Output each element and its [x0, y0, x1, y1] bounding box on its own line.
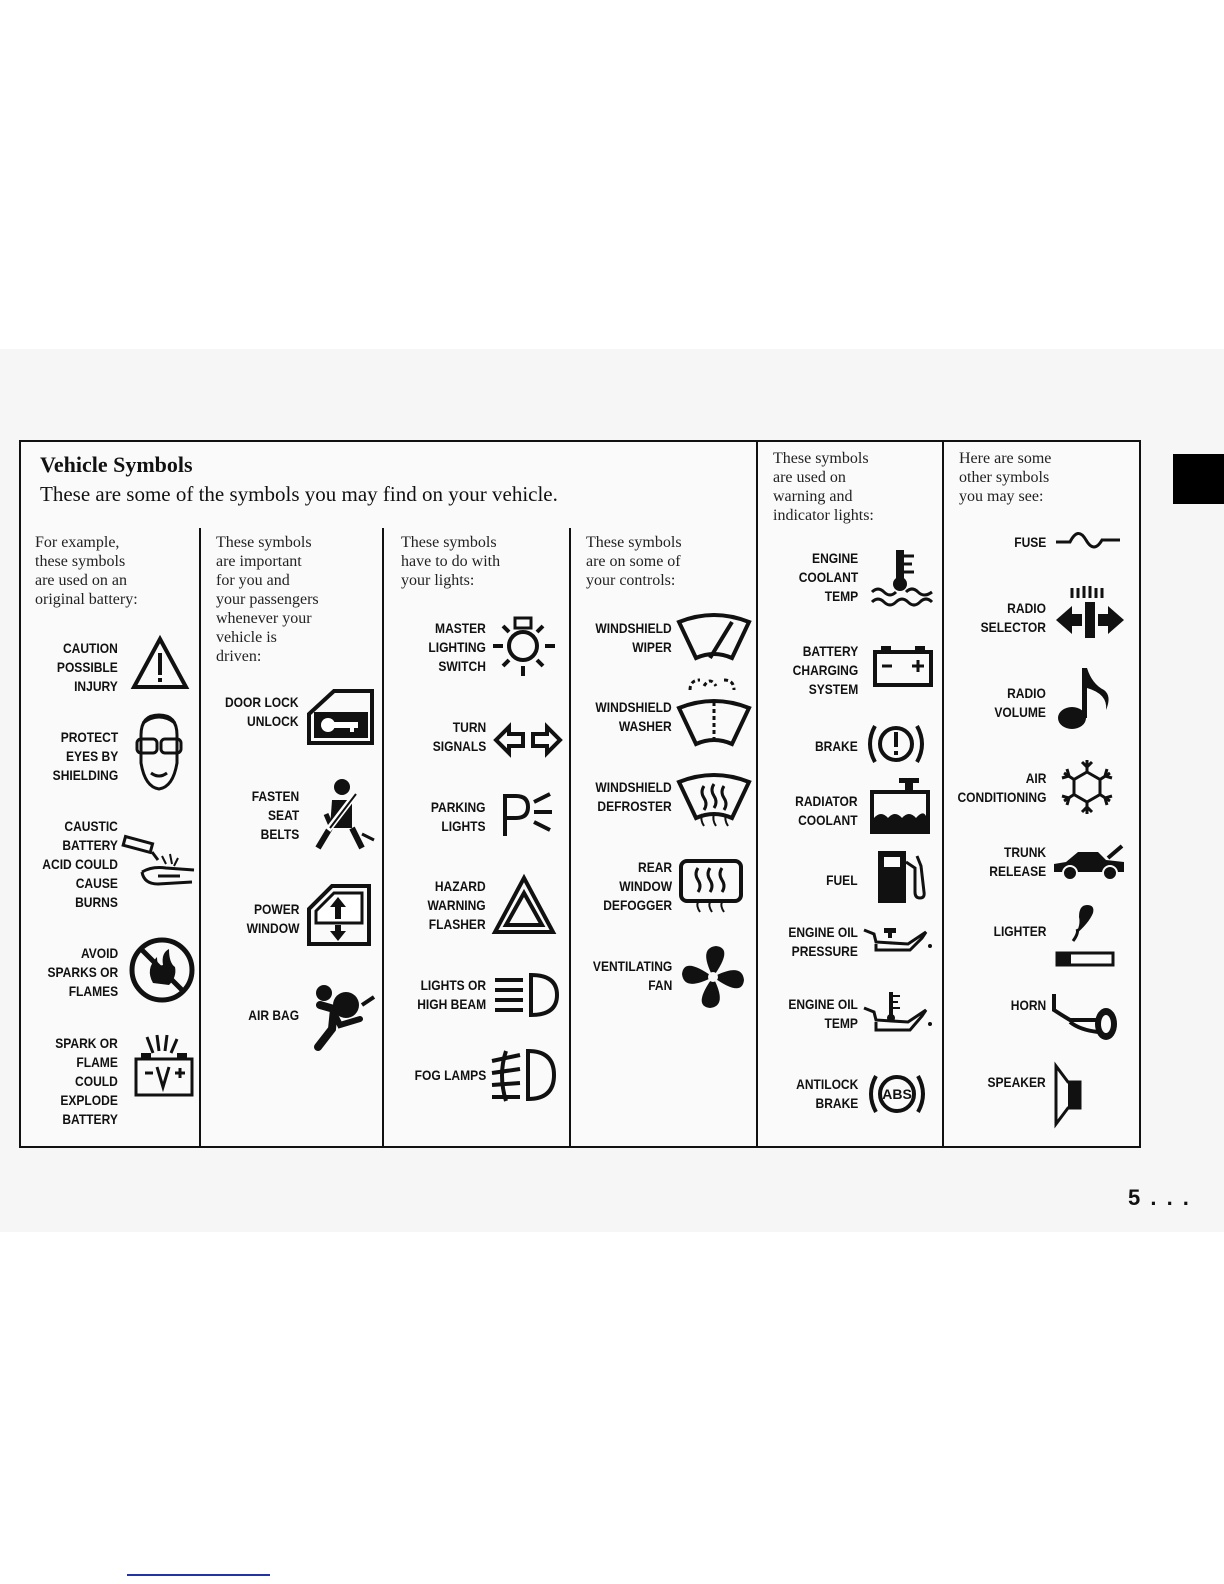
label-avoid-sparks: AVOID SPARKS OR FLAMES — [47, 945, 118, 999]
goggles-face-icon — [133, 713, 185, 796]
label-air-conditioning: AIR CONDITIONING — [957, 770, 1046, 805]
radiator-icon — [869, 776, 931, 839]
no-flame-icon — [129, 937, 195, 1008]
column-divider — [199, 528, 201, 1148]
acid-burn-hand-icon — [122, 838, 198, 895]
label-seat-belts: FASTEN SEAT BELTS — [251, 788, 299, 842]
column-divider — [382, 528, 384, 1148]
intro-warning: These symbols are used on warning and indicator lights: — [773, 450, 874, 524]
label-radio-volume: RADIO VOLUME — [994, 685, 1046, 720]
label-air-bag: AIR BAG — [248, 1007, 299, 1023]
intro-controls: These symbols are on some of your controls: — [586, 534, 682, 589]
intro-battery: For example, these symbols are used on an original battery: — [35, 534, 138, 608]
wiper-icon — [676, 612, 752, 669]
label-lighter: LIGHTER — [993, 923, 1046, 939]
music-note-icon — [1056, 664, 1114, 737]
label-caution: CAUTION POSSIBLE INJURY — [57, 640, 118, 694]
label-windshield-washer: WINDSHIELD WASHER — [595, 699, 672, 734]
oil-can-icon — [862, 924, 934, 959]
battery-icon — [872, 644, 934, 693]
label-coolant-temp: ENGINE COOLANT TEMP — [798, 550, 858, 604]
label-brake: BRAKE — [815, 738, 858, 754]
abs-icon-text: ABS — [882, 1086, 912, 1102]
label-hazard-flasher: HAZARD WARNING FLASHER — [427, 878, 486, 932]
high-beam-icon — [491, 972, 561, 1023]
label-battery-charging: BATTERY CHARGING SYSTEM — [792, 643, 858, 697]
label-power-window: POWER WINDOW — [246, 901, 299, 936]
column-divider — [756, 440, 758, 1148]
air-bag-icon — [310, 983, 378, 1056]
brake-icon — [865, 718, 927, 775]
page-number: 5 . . . — [1128, 1185, 1191, 1210]
hazard-triangle-icon — [492, 875, 556, 940]
column-divider — [942, 440, 944, 1148]
column-divider — [569, 528, 571, 1148]
label-fuel: FUEL — [826, 872, 858, 888]
label-protect-eyes: PROTECT EYES BY SHIELDING — [52, 729, 118, 783]
label-horn: HORN — [1010, 997, 1046, 1013]
label-ventilating-fan: VENTILATING FAN — [592, 958, 672, 993]
label-spark-explode: SPARK OR FLAME COULD EXPLODE BATTERY — [55, 1035, 118, 1127]
label-antilock-brake: ANTILOCK BRAKE — [795, 1076, 858, 1111]
horn-icon — [1050, 992, 1120, 1051]
speaker-icon — [1052, 1062, 1086, 1133]
power-window-icon — [306, 883, 372, 952]
turn-signals-icon — [493, 724, 563, 761]
intro-lights: These symbols have to do with your lights: — [401, 534, 501, 589]
rear-defogger-icon — [678, 858, 744, 919]
label-oil-pressure: ENGINE OIL PRESSURE — [788, 924, 858, 959]
label-caustic-acid: CAUSTIC BATTERY ACID COULD CAUSE BURNS — [42, 818, 118, 910]
oil-temp-icon — [862, 990, 934, 1039]
page-title: Vehicle Symbols — [40, 452, 193, 477]
label-windshield-wiper: WINDSHIELD WIPER — [595, 620, 672, 655]
coolant-temp-icon — [870, 548, 934, 613]
label-speaker: SPEAKER — [987, 1074, 1046, 1090]
seat-belt-icon — [312, 778, 376, 859]
exploding-battery-icon — [133, 1033, 195, 1104]
label-trunk-release: TRUNK RELEASE — [989, 844, 1046, 879]
fog-lamp-icon — [488, 1047, 558, 1108]
footer-rule — [127, 1574, 270, 1576]
label-oil-temp: ENGINE OIL TEMP — [788, 996, 858, 1031]
car-trunk-icon — [1052, 840, 1126, 889]
parking-lights-icon — [500, 790, 554, 845]
fan-icon — [680, 944, 746, 1015]
label-parking-lights: PARKING LIGHTS — [431, 799, 486, 834]
label-radiator-coolant: RADIATOR COOLANT — [795, 793, 858, 828]
abs-icon — [866, 1068, 928, 1125]
lighter-icon — [1053, 903, 1115, 974]
label-fog-lamps: FOG LAMPS — [414, 1067, 486, 1083]
label-high-beam: LIGHTS OR HIGH BEAM — [417, 977, 486, 1012]
section-tab-marker — [1173, 454, 1224, 504]
intro-other: Here are some other symbols you may see: — [959, 450, 1052, 505]
label-rear-defogger: REAR WINDOW DEFOGGER — [603, 859, 672, 913]
label-master-lighting: MASTER LIGHTING SWITCH — [428, 620, 486, 674]
label-turn-signals: TURN SIGNALS — [432, 719, 486, 754]
label-radio-selector: RADIO SELECTOR — [980, 600, 1046, 635]
fuse-icon — [1054, 528, 1122, 559]
label-fuse: FUSE — [1013, 534, 1046, 550]
door-lock-icon — [306, 688, 376, 751]
defroster-icon — [676, 772, 752, 833]
caution-triangle-icon — [131, 636, 189, 695]
washer-icon — [676, 676, 752, 753]
radio-selector-icon — [1054, 584, 1126, 645]
snowflake-icon — [1058, 758, 1116, 821]
label-windshield-defroster: WINDSHIELD DEFROSTER — [595, 779, 672, 814]
master-lighting-icon — [489, 614, 559, 685]
label-door-lock: DOOR LOCK UNLOCK — [225, 694, 299, 729]
intro-passengers: These symbols are important for you and your passengers whenever your vehicle is driven: — [216, 534, 319, 665]
fuel-pump-icon — [875, 848, 927, 911]
page-subtitle: These are some of the symbols you may find on your vehicle. — [40, 482, 558, 506]
